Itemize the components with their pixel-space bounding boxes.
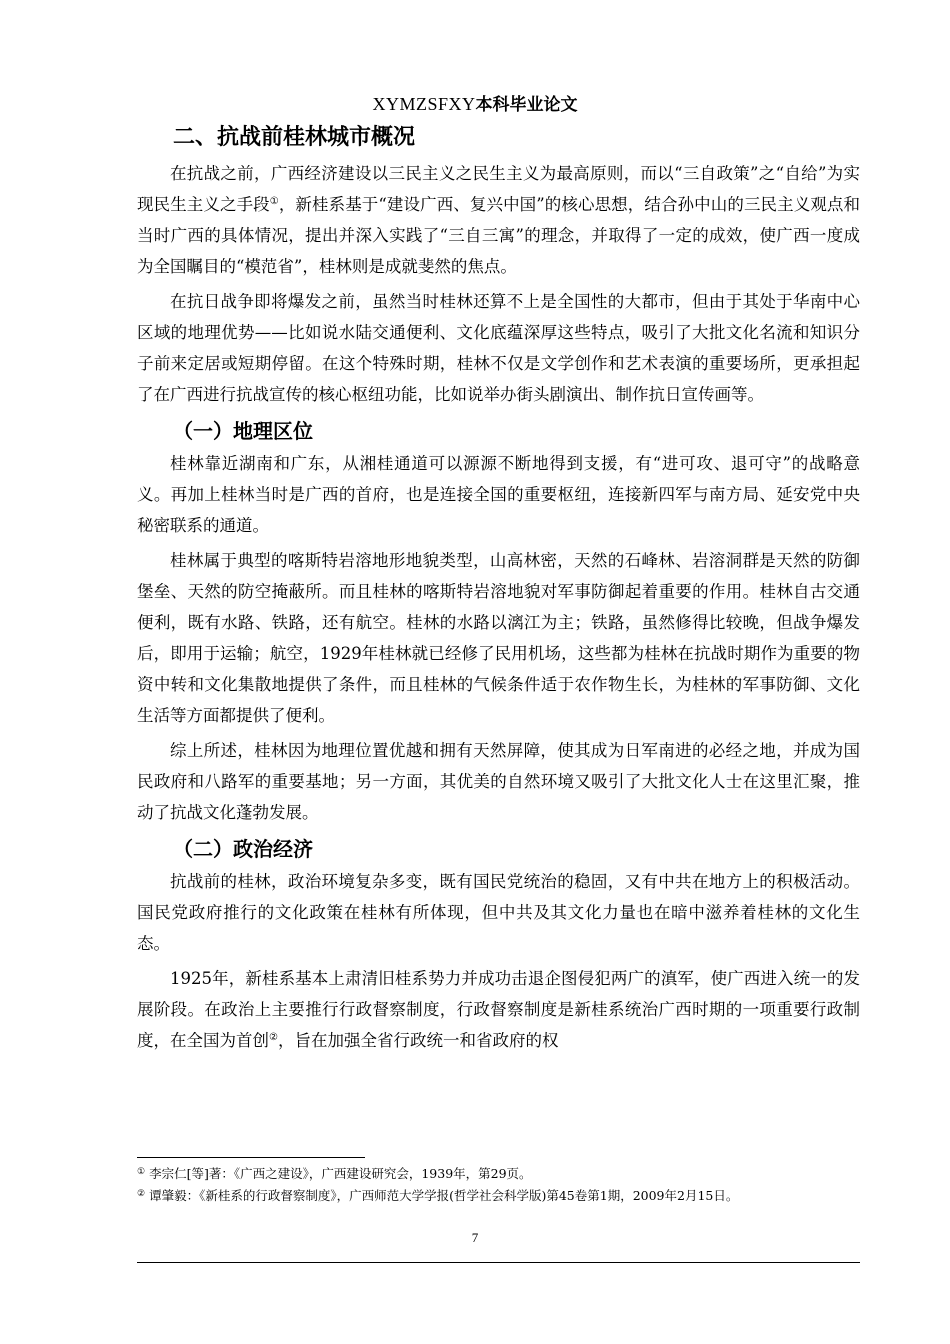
footnote-ref-2[interactable]: ② — [269, 1032, 278, 1043]
document-body — [137, 118, 860, 1060]
geography-paragraph-1: 桂林靠近湖南和广东，从湘桂通道可以源源不断地得到支援，有“进可攻、退可守”的战略意义。再加上桂林当时是广西的首府，也是连接全国的重要枢纽，连接新四军与南方局、延安党中央秘密联系的通道。 — [137, 454, 860, 535]
section-title: 二、抗战前桂林城市概况 — [173, 125, 416, 150]
header-code: XYMZSFXY — [372, 94, 476, 114]
footnote-separator — [137, 1157, 365, 1158]
footnote-text: 谭肇毅：《新桂系的行政督察制度》，广西师范大学学报(哲学社会科学版)第45卷第1期，2009年2月15日。 — [149, 1188, 739, 1203]
subsection-title-politics: （二）政治经济 — [173, 837, 313, 861]
intro-p1-text-a: 在抗战之前，广西经济建设以三民主义之民生主义为最高原则，而以“三自政策”之“自给”为实现民生主义之手段 — [137, 164, 860, 214]
footnote-item — [137, 1162, 860, 1184]
header-title: 本科毕业论文 — [475, 95, 578, 115]
intro-paragraph-2: 在抗日战争即将爆发之前，虽然当时桂林还算不上是全国性的大都市，但由于其处于华南中心区域的地理优势——比如说水陆交通便利、文化底蕴深厚这些特点，吸引了大批文化名流和知识分子前来定居或短期停留。在这个特殊时期，桂林不仅是文学创作和艺术表演的重要场所，更承担起了在广西进行抗战宣传的核心枢纽功能，比如说举办街头剧演出、制作抗日宣传画等。 — [137, 292, 860, 404]
politics-paragraph-1: 抗战前的桂林，政治环境复杂多变，既有国民党统治的稳固，又有中共在地方上的积极活动。国民党政府推行的文化政策在桂林有所体现，但中共及其文化力量也在暗中滋养着桂林的文化生态。 — [137, 872, 860, 953]
footnote-mark: ① — [137, 1167, 146, 1177]
footnote-mark: ② — [137, 1189, 146, 1199]
intro-p1-text-b: ，新桂系基于“建设广西、复兴中国”的核心思想，结合孙中山的三民主义观点和当时广西的具体情况，提出并深入实践了“三自三寓”的理念，并取得了一定的成效，使广西一度成为全国瞩目的“模范省”，桂林则是成就斐然的焦点。 — [137, 195, 861, 276]
politics-p2-text-a: 1925年，新桂系基本上肃清旧桂系势力并成功击退企图侵犯两广的滇军，使广西进入统一的发展阶段。在政治上主要推行行政督察制度，行政督察制度是新桂系统治广西时期的一项重要行政制度，在全国为首创 — [137, 969, 860, 1050]
footnote-text: 李宗仁[等]著：《广西之建设》，广西建设研究会，1939年，第29页。 — [149, 1166, 532, 1181]
geography-paragraph-2: 桂林属于典型的喀斯特岩溶地形地貌类型，山高林密，天然的石峰林、岩溶洞群是天然的防御堡垒、天然的防空掩蔽所。而且桂林的喀斯特岩溶地貌对军事防御起着重要的作用。桂林自古交通便利，既有水路、铁路，还有航空。桂林的水路以漓江为主；铁路，虽然修得比较晚，但战争爆发后，即用于运输；航空，1929年桂林就已经修了民用机场，这些都为桂林在抗战时期作为重要的物资中转和文化集散地提供了条件，而且桂林的气候条件适于农作物生长，为桂林的军事防御、文化生活等方面都提供了便利。 — [137, 551, 860, 725]
footnote-item — [137, 1184, 860, 1206]
footnote-ref-1[interactable]: ① — [269, 196, 279, 207]
subsection-title-geography: （一）地理区位 — [173, 419, 313, 443]
page-number: 7 — [471, 1230, 479, 1245]
footnotes — [137, 1162, 860, 1206]
geography-paragraph-3: 综上所述，桂林因为地理位置优越和拥有天然屏障，使其成为日军南进的必经之地，并成为国民政府和八路军的重要基地；另一方面，其优美的自然环境又吸引了大批文化人士在这里汇聚，推动了抗战文化蓬勃发展。 — [137, 741, 860, 822]
page-header — [0, 92, 950, 117]
footer-rule — [137, 1262, 860, 1263]
intro-paragraph-1 — [137, 158, 860, 282]
politics-p2-text-b: ，旨在加强全省行政统一和省政府的权 — [277, 1031, 559, 1050]
politics-paragraph-2 — [137, 963, 860, 1056]
